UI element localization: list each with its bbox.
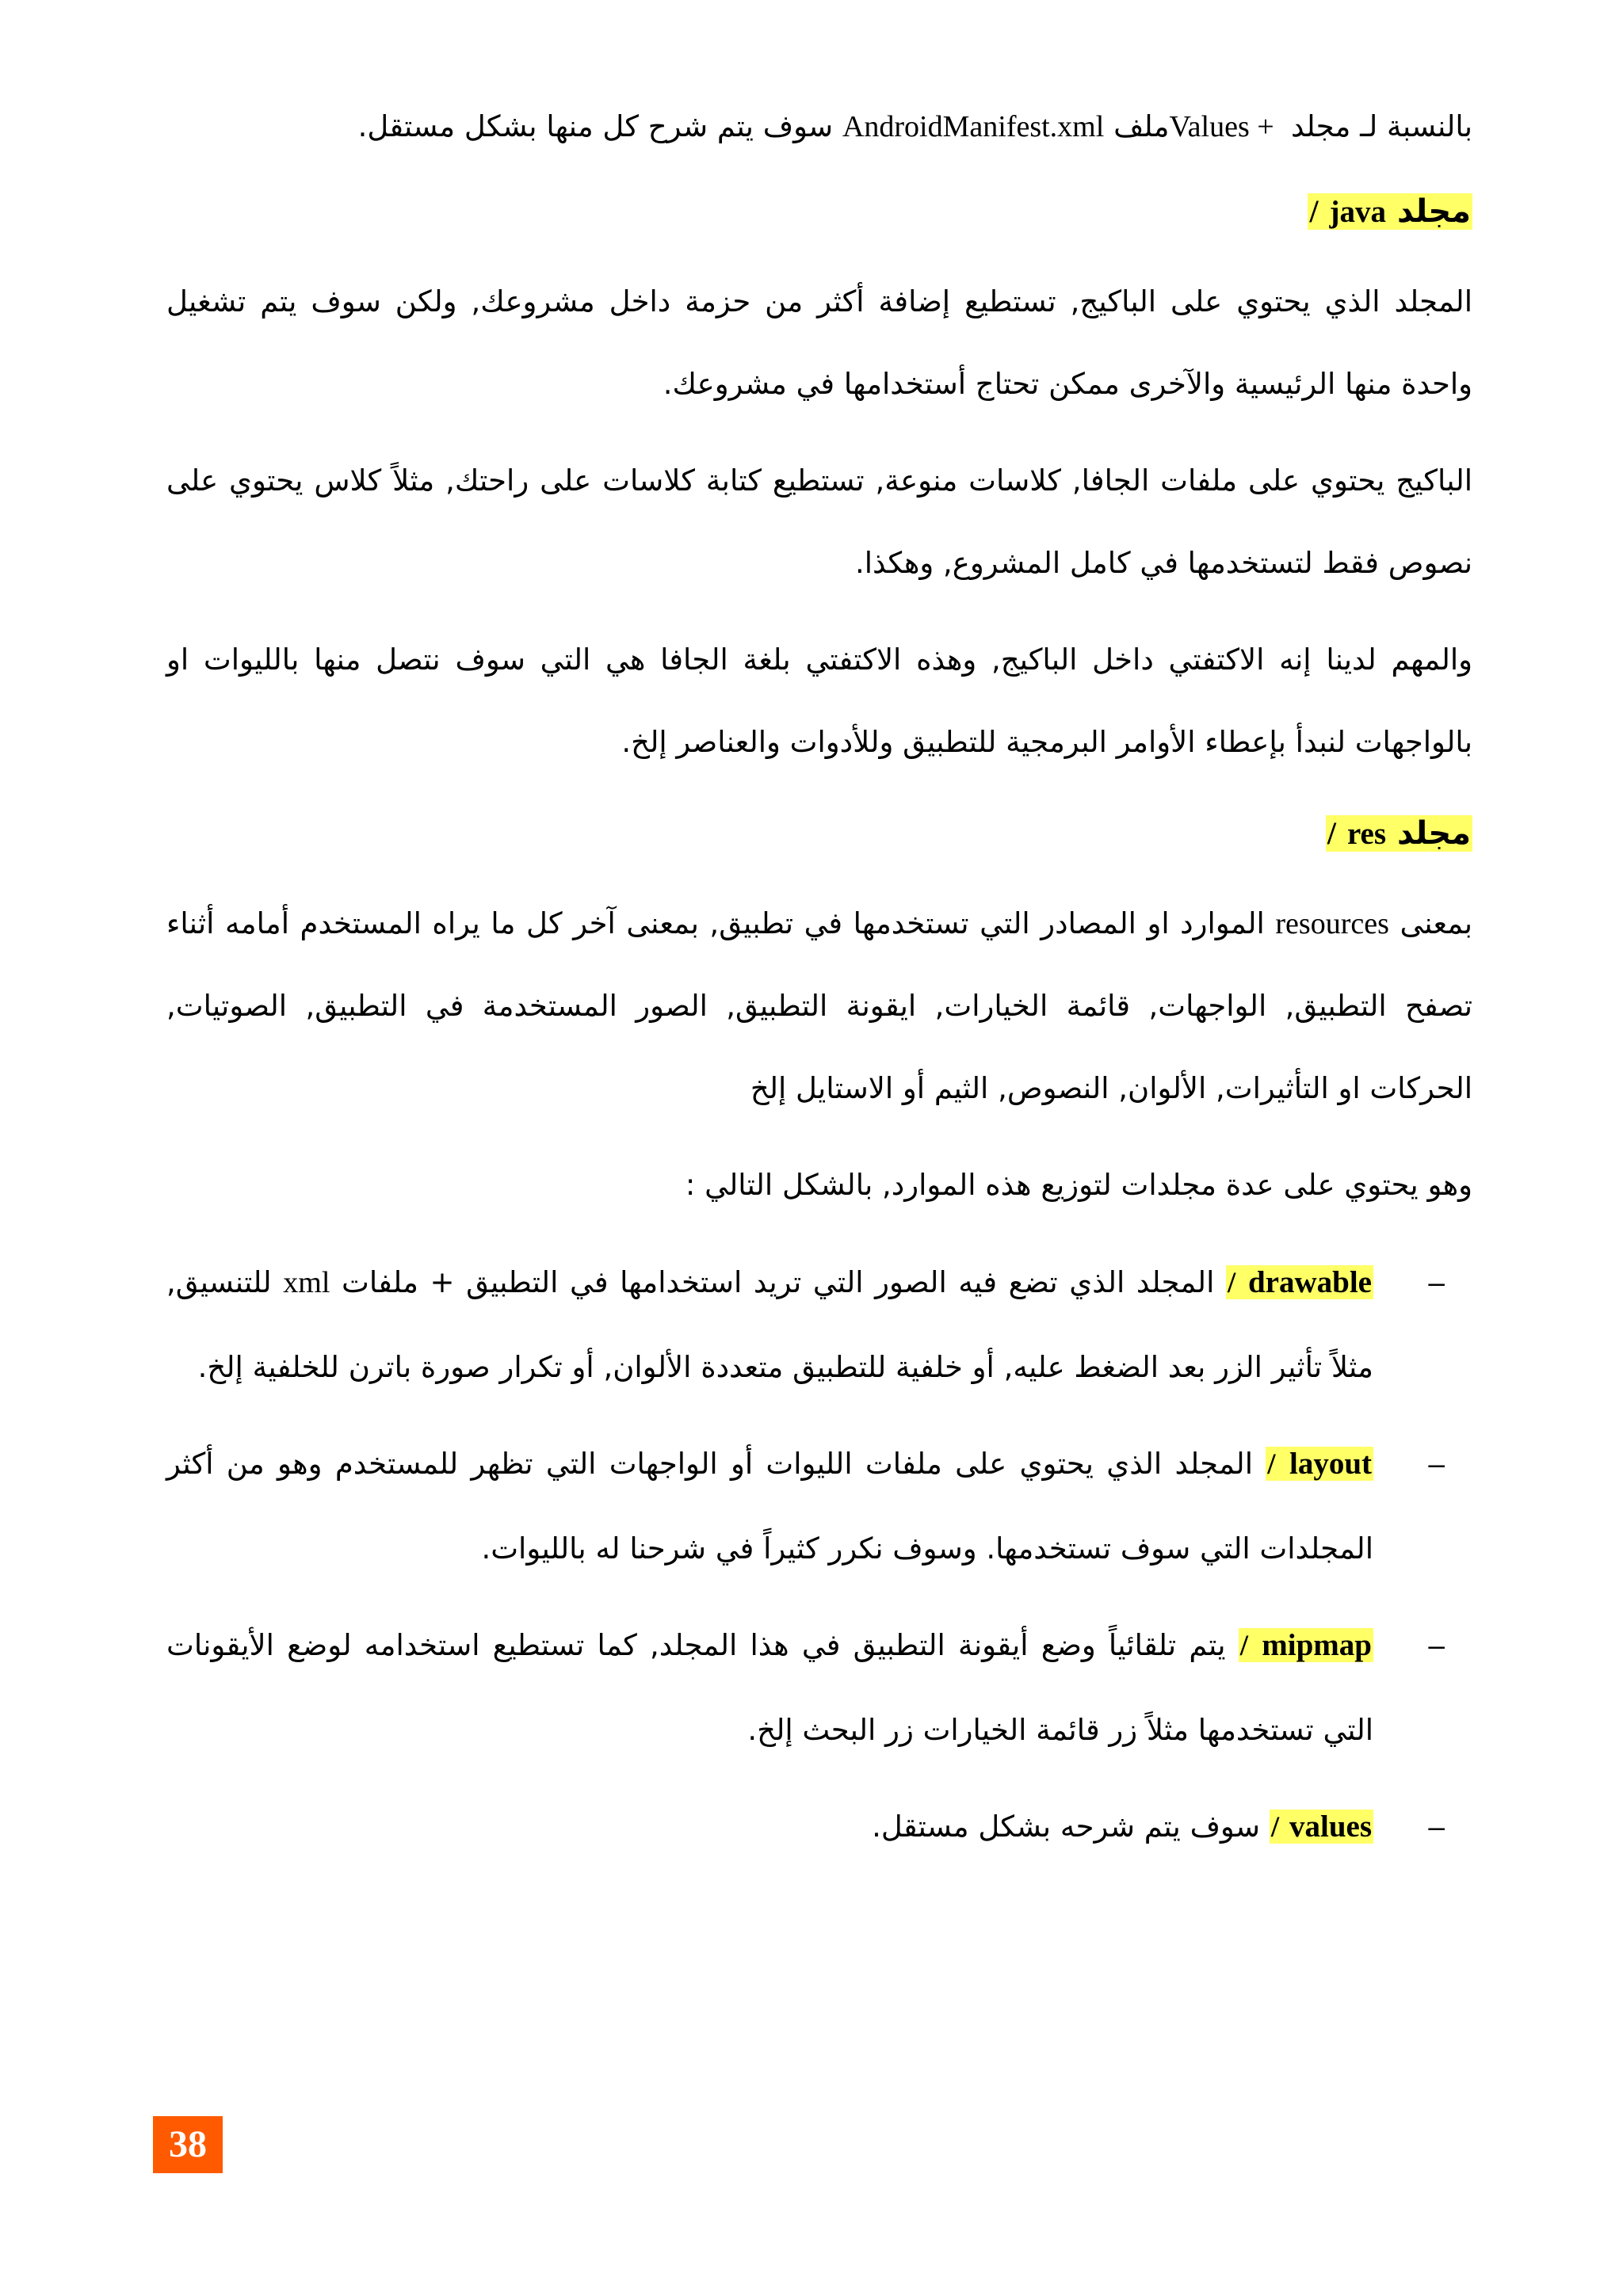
res-heading <box>166 798 1472 870</box>
folder-name: layout <box>1289 1447 1372 1481</box>
folder-label-drawable <box>1226 1265 1373 1299</box>
list-dash: – <box>1428 1447 1445 1480</box>
java-heading-name: java <box>1329 195 1387 229</box>
res-heading-name: res <box>1346 817 1387 851</box>
folder-label-values <box>1270 1810 1373 1844</box>
folder-slash: / <box>1270 1811 1280 1844</box>
java-paragraph-2: الباكيج يحتوي على ملفات الجافا, كلاسات منوعة, تستطيع كتابة كلاسات على راحتك, مثلاً كلاس يحتوي على نصوص فقط لتستخدمها في كامل المشروع, وهكذا. <box>166 463 1472 580</box>
folder-slash: / <box>1239 1630 1248 1662</box>
intro-text-1: بالنسبة لـ مجلد <box>1290 109 1472 143</box>
folder-list <box>166 1241 1472 1870</box>
list-item-mipmap <box>166 1604 1472 1772</box>
java-heading <box>166 176 1472 248</box>
list-item-text-continued: للتنسيق, مثلاً تأثير الزر بعد الضغط عليه, أو خلفية للتطبيق متعددة الألوان, أو تكرار صورة باترن للخلفية إلخ. <box>166 1265 1373 1384</box>
res-p1-text-2: الموارد او المصادر التي تستخدمها في تطبيق, بمعنى آخر كل ما يراه المستخدم أمامه أثناء تصفح التطبيق, الواجهات, قائمة الخيارات, ايقونة التطبيق, الصور المستخدمة في التطبيق, الصوتيات, الحركات او التأثيرات, الألوان, النصوص, الثيم أو الاستايل إلخ <box>166 906 1472 1105</box>
list-item-layout <box>166 1422 1472 1591</box>
list-item-text: يتم تلقائياً وضع أيقونة التطبيق في هذا المجلد, كما تستطيع استخدامه لوضع الأيقونات التي تستخدمها مثلاً زر قائمة الخيارات زر البحث إلخ. <box>166 1628 1373 1747</box>
folder-name: values <box>1289 1810 1372 1844</box>
page-content <box>166 86 1472 1882</box>
res-heading-highlight <box>1326 815 1472 852</box>
res-paragraph-2: وهو يحتوي على عدة مجلدات لتوزيع هذه الموارد, بالشكل التالي : <box>685 1168 1472 1202</box>
java-paragraph-1: المجلد الذي يحتوي على الباكيج, تستطيع إضافة أكثر من حزمة داخل مشروعك, ولكن سوف يتم تشغيل واحدة منها الرئيسية والآخرى ممكن تحتاج أستخدامها في مشروعك. <box>166 284 1472 401</box>
java-heading-word: مجلد <box>1396 193 1471 230</box>
page-number: 38 <box>153 2116 223 2173</box>
java-heading-highlight <box>1308 193 1472 230</box>
folder-name: mipmap <box>1262 1628 1372 1662</box>
intro-text-2: ملف <box>1113 109 1170 143</box>
res-heading-slash: / <box>1327 815 1336 851</box>
list-item-text: المجلد الذي يحتوي على ملفات الليوات أو الواجهات التي تظهر للمستخدم وهو من أكثر المجلدات التي سوف تستخدمها. وسوف نكرر كثيراً في شرحنا له بالليوات. <box>166 1447 1373 1566</box>
folder-name: drawable <box>1247 1265 1372 1299</box>
list-dash: – <box>1428 1810 1445 1843</box>
res-p1-text-1: بمعنى <box>1400 906 1472 940</box>
list-item-drawable <box>166 1241 1472 1409</box>
list-dash: – <box>1428 1629 1445 1661</box>
intro-paragraph <box>166 86 1472 168</box>
intro-text-3: سوف يتم شرح كل منها بشكل مستقل. <box>357 109 834 143</box>
res-heading-word: مجلد <box>1396 815 1471 852</box>
list-item-text: سوف يتم شرحه بشكل مستقل. <box>872 1810 1261 1844</box>
folder-label-mipmap <box>1239 1628 1373 1662</box>
list-item-latin: xml <box>283 1266 330 1299</box>
folder-slash: / <box>1267 1448 1276 1481</box>
list-item-values <box>166 1785 1472 1870</box>
res-p1-latin: resources <box>1275 907 1389 940</box>
folder-label-layout <box>1266 1447 1373 1481</box>
folder-slash: / <box>1227 1267 1236 1299</box>
list-item-text: المجلد الذي تضع فيه الصور التي تريد استخدامها في التطبيق + ملفات <box>342 1265 1215 1299</box>
java-paragraph-3: والمهم لدينا إنه الاكتفتي داخل الباكيج, وهذه الاكتفتي بلغة الجافا هي التي سوف نتصل منها بالليوات او بالواجهات لنبدأ بإعطاء الأوامر البرمجية للتطبيق وللأدوات والعناصر إلخ. <box>166 643 1472 759</box>
intro-latin-manifest: AndroidManifest.xml <box>842 110 1105 143</box>
intro-latin-values: Values + <box>1169 110 1282 143</box>
res-paragraph-1 <box>166 883 1472 1130</box>
java-heading-slash: / <box>1309 193 1319 229</box>
list-dash: – <box>1428 1266 1445 1299</box>
